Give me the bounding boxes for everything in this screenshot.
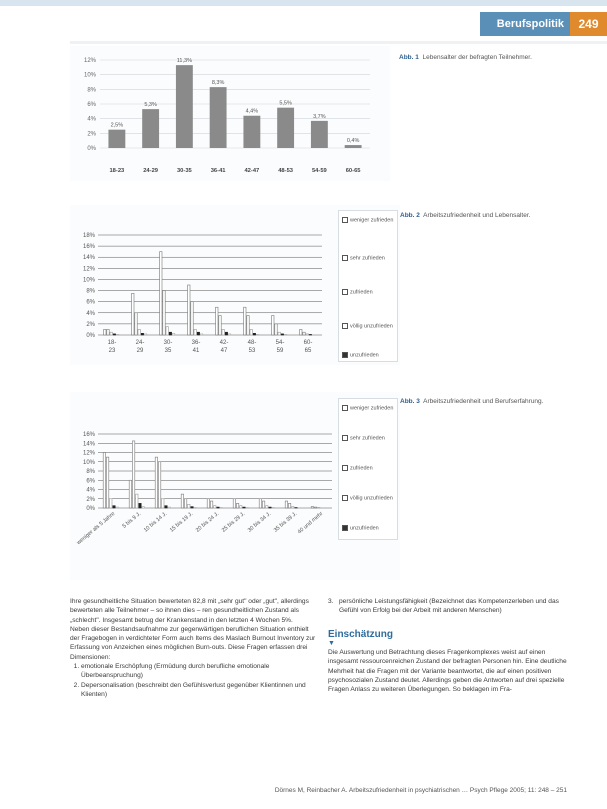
bar [309, 334, 311, 335]
x-tick-label: 25 bis 29 J. [220, 510, 247, 534]
section-label: Berufspolitik [480, 12, 570, 36]
y-tick-label: 18% [82, 233, 95, 239]
legend-swatch [342, 255, 348, 261]
bar [262, 501, 264, 508]
y-tick-label: 6% [87, 102, 96, 108]
x-tick-label: 30-35 [176, 168, 192, 174]
x-tick-label: 23 [108, 348, 116, 354]
bar [233, 499, 235, 508]
y-tick-label: 0% [87, 146, 96, 152]
data-label: 4,4% [245, 108, 259, 115]
bar [113, 506, 115, 508]
body-left-column [70, 597, 317, 699]
section-marker-icon: ▼ [328, 639, 335, 647]
bar [160, 252, 162, 335]
legend-item-2: sehr zufrieden [342, 255, 385, 261]
bar [194, 329, 196, 335]
legend-swatch [342, 465, 348, 471]
y-tick-label: 12% [82, 266, 95, 273]
bar [181, 494, 183, 508]
bar [116, 334, 118, 335]
figure-3-chart [70, 392, 332, 580]
legend-swatch [342, 352, 348, 358]
data-label: 5,3% [144, 102, 157, 109]
y-tick-label: 4% [86, 487, 95, 494]
bar [176, 65, 193, 148]
body-paragraph-1: Ihre gesundheitliche Situation bewerteten 82,8 mit „sehr gut" oder „gut", allerdings bewerteten alle Teilnehmer – so ihnen dies – ren gesundheitlichen Zustand als „schlecht". Insgesamt betrug der Krankenstand in den letzten 4 Wochen 5%. [70, 598, 309, 624]
bar [165, 506, 167, 508]
bar [214, 506, 216, 508]
bar [136, 494, 138, 508]
x-tick-label: 20 bis 24 J. [194, 510, 221, 534]
x-tick-label: 5 bis 9 J. [121, 510, 143, 530]
legend-item-4: völlig unzufrieden [342, 323, 393, 329]
x-tick-label: 30 bis 34 J. [246, 510, 273, 534]
bar [197, 332, 199, 335]
bar [113, 334, 115, 335]
bar [210, 501, 212, 508]
bar [259, 499, 261, 508]
figure-1-chart [70, 46, 390, 181]
bar [104, 329, 106, 335]
data-label: 11,3% [176, 58, 192, 65]
data-label: 3,7% [313, 113, 326, 120]
y-tick-label: 4% [86, 310, 95, 317]
x-tick-label: 42- [219, 340, 229, 346]
x-tick-label: 18-23 [109, 168, 125, 174]
bar [110, 499, 112, 508]
bar [191, 302, 193, 335]
legend-item-1: weniger zufrieden [342, 217, 393, 223]
figure-1-panel [70, 46, 390, 181]
bar [142, 507, 144, 508]
legend-item-3: zufrieden [342, 289, 373, 295]
x-tick-label: 29 [136, 348, 144, 354]
bar [129, 480, 131, 508]
legend-swatch [342, 435, 348, 441]
figure-1-caption: Abb. 1 Lebensalter der befragten Teilnehmer. [399, 54, 532, 61]
legend-item-5: unzufrieden [342, 352, 379, 358]
bar [243, 116, 260, 148]
figure-2-panel [70, 205, 400, 365]
bar [292, 507, 294, 508]
bar [107, 329, 109, 335]
bar [243, 507, 245, 508]
section-title: Einschätzung [328, 628, 394, 640]
x-tick-label: 15 bis 19 J. [168, 510, 195, 534]
bar [250, 329, 252, 335]
bar [278, 332, 280, 335]
data-label: 2,5% [110, 122, 124, 129]
bar [141, 333, 143, 335]
y-tick-label: 2% [86, 496, 95, 503]
x-tick-label: 24-29 [143, 168, 159, 174]
bar [266, 506, 268, 508]
y-tick-label: 2% [86, 321, 95, 328]
data-label: 8,3% [211, 80, 225, 87]
bar [272, 316, 274, 335]
bar [207, 499, 209, 508]
bar [275, 324, 277, 335]
bar [277, 108, 294, 148]
legend-item-3: zufrieden [342, 465, 373, 471]
x-tick-label: 10 bis 14 J. [142, 510, 169, 534]
figure-3-caption: Abb. 3 Arbeitszufriedenheit und Berufserfahrung. [400, 398, 544, 405]
legend-swatch [342, 495, 348, 501]
x-tick-label: 42-47 [244, 168, 260, 174]
bar [139, 503, 141, 508]
bar [314, 507, 316, 508]
data-label: 0,4% [346, 138, 360, 145]
figure-2-chart [70, 205, 325, 365]
legend-item-2: sehr zufrieden [342, 435, 385, 441]
bar [200, 334, 202, 335]
bar [217, 507, 219, 508]
bar [285, 501, 287, 508]
header-bar [0, 0, 607, 6]
bar [244, 307, 246, 335]
bar [311, 121, 328, 148]
bar [135, 313, 137, 335]
list-number: 3. [328, 598, 334, 605]
bar [300, 329, 302, 335]
figure-3-legend [338, 398, 398, 540]
y-tick-label: 2% [87, 131, 96, 138]
legend-swatch [342, 525, 348, 531]
y-tick-label: 12% [82, 450, 95, 457]
bar [256, 334, 258, 335]
x-tick-label: weniger als 5 Jahre [75, 510, 117, 547]
bar [345, 145, 362, 148]
bar [303, 332, 305, 335]
bar [138, 329, 140, 335]
bar [163, 291, 165, 335]
x-tick-label: 53 [248, 348, 256, 354]
bar [116, 507, 118, 508]
bar [225, 332, 227, 335]
x-tick-label: 65 [304, 348, 312, 354]
y-tick-label: 8% [86, 288, 95, 295]
legend-swatch [342, 323, 348, 329]
page-number: 249 [570, 12, 607, 36]
y-tick-label: 6% [86, 478, 95, 485]
list-item: persönliche Leistungsfähigkeit (Bezeichnet das Kompetenzerleben und das Gefühl von Erfolg bei der Arbeit mit anderen Menschen) [339, 598, 559, 615]
bar [253, 333, 255, 335]
legend-swatch [342, 405, 348, 411]
y-tick-label: 8% [86, 469, 95, 475]
bar [103, 453, 105, 509]
y-tick-label: 0% [86, 333, 95, 339]
y-tick-label: 8% [87, 87, 96, 94]
bar [240, 506, 242, 508]
bar [166, 327, 168, 335]
bar [184, 499, 186, 508]
x-tick-label: 48-53 [278, 168, 294, 174]
y-tick-label: 12% [83, 58, 96, 64]
figure-3-panel [70, 392, 400, 580]
bar [172, 333, 174, 335]
bar [236, 503, 238, 508]
x-tick-label: 47 [220, 348, 228, 354]
legend-item-4: völlig unzufrieden [342, 495, 393, 501]
bar [132, 293, 134, 335]
data-label: 5,5% [279, 100, 292, 107]
bar [144, 334, 146, 335]
y-tick-label: 0% [86, 506, 95, 512]
bar [169, 332, 171, 335]
body-paragraph-2: Neben dieser Bestandsaufnahme zur gegenwärtigen beruflichen Situation enthielt der Fragebogen in verdichteter Form auch Items des Maslach Burnout Inventory zur Erfassung von Anzeichen eines möglichen Burn-outs. Diese Fragen erfassen drei Dimensionen: [70, 625, 316, 661]
legend-swatch [342, 289, 348, 295]
x-tick-label: 24- [135, 340, 145, 346]
x-tick-label: 60- [303, 340, 313, 346]
x-tick-label: 36- [191, 340, 201, 346]
bar [191, 507, 193, 508]
body-paragraph-3: Die Auswertung und Betrachtung dieses Fragenkomplexes weist auf einen insgesamt ressourcenreichen Zustand der befragten Personen hin. Eine deutliche Mehrheit hat die Fragen mit der Variante beantwortet, die auf einen positiven psychosozialen Zustand deutet. Allerdings geben die Antworten auf drei spezielle Fragen Anlass zu weiteren Überlegungen. So beklagen im Fra- [328, 649, 567, 694]
y-tick-label: 14% [82, 441, 95, 448]
x-tick-label: 60-65 [345, 168, 361, 174]
bar [108, 130, 125, 148]
header-rule [70, 41, 607, 44]
x-tick-label: 54-59 [311, 168, 327, 174]
y-tick-label: 4% [87, 116, 96, 123]
bar [284, 334, 286, 335]
bar [281, 334, 283, 335]
bar [269, 507, 271, 508]
list-item: 2. Depersonalisation (beschreibt den Gefühlsverlust gegenüber Klientinnen und Klienten) [81, 681, 317, 700]
bar [162, 499, 164, 508]
bar [222, 329, 224, 335]
bar [168, 507, 170, 508]
y-tick-label: 10% [83, 72, 96, 79]
bar [132, 441, 134, 508]
x-tick-label: 30- [163, 340, 173, 346]
x-tick-label: 41 [192, 348, 200, 354]
y-tick-label: 16% [82, 244, 95, 251]
y-tick-label: 14% [82, 255, 95, 262]
bar [216, 307, 218, 335]
bar [188, 504, 190, 508]
bar [219, 316, 221, 335]
bar [306, 334, 308, 335]
y-tick-label: 10% [82, 277, 95, 284]
legend-swatch [342, 217, 348, 223]
bar [106, 457, 108, 508]
bar [158, 462, 160, 508]
legend-item-1: weniger zufrieden [342, 405, 393, 411]
x-tick-label: 35 [164, 348, 172, 354]
legend-item-5: unzufrieden [342, 525, 379, 531]
bar [110, 332, 112, 335]
x-tick-label: 18- [107, 340, 117, 346]
y-tick-label: 10% [82, 459, 95, 466]
x-tick-label: 59 [276, 348, 284, 354]
x-tick-label: 40 und mehr [296, 510, 325, 536]
list-item: 1. emotionale Erschöpfung (Ermüdung durch berufliche emotionale Überbeanspruchung) [81, 662, 317, 681]
bar [228, 334, 230, 335]
footer-citation: Dörnes M, Reinbacher A. Arbeitszufriedenheit in psychiatrischen … Psych Pflege 2005; 11: 248 – 251 [274, 787, 567, 794]
x-tick-label: 35 bis 39 J. [272, 510, 299, 534]
x-tick-label: 54- [275, 340, 285, 346]
x-tick-label: 36-41 [210, 168, 226, 174]
bar [155, 457, 157, 508]
y-tick-label: 6% [86, 299, 95, 306]
bar [188, 285, 190, 335]
figure-2-caption: Abb. 2 Arbeitszufriedenheit und Lebensalter. [400, 212, 531, 219]
bar [142, 109, 159, 148]
bar [288, 503, 290, 508]
bar [311, 507, 313, 508]
body-right-column [328, 597, 573, 695]
x-tick-label: 48- [247, 340, 257, 346]
bar [210, 87, 227, 148]
figure-2-legend [338, 210, 398, 362]
bar [247, 316, 249, 335]
y-tick-label: 16% [82, 432, 95, 438]
